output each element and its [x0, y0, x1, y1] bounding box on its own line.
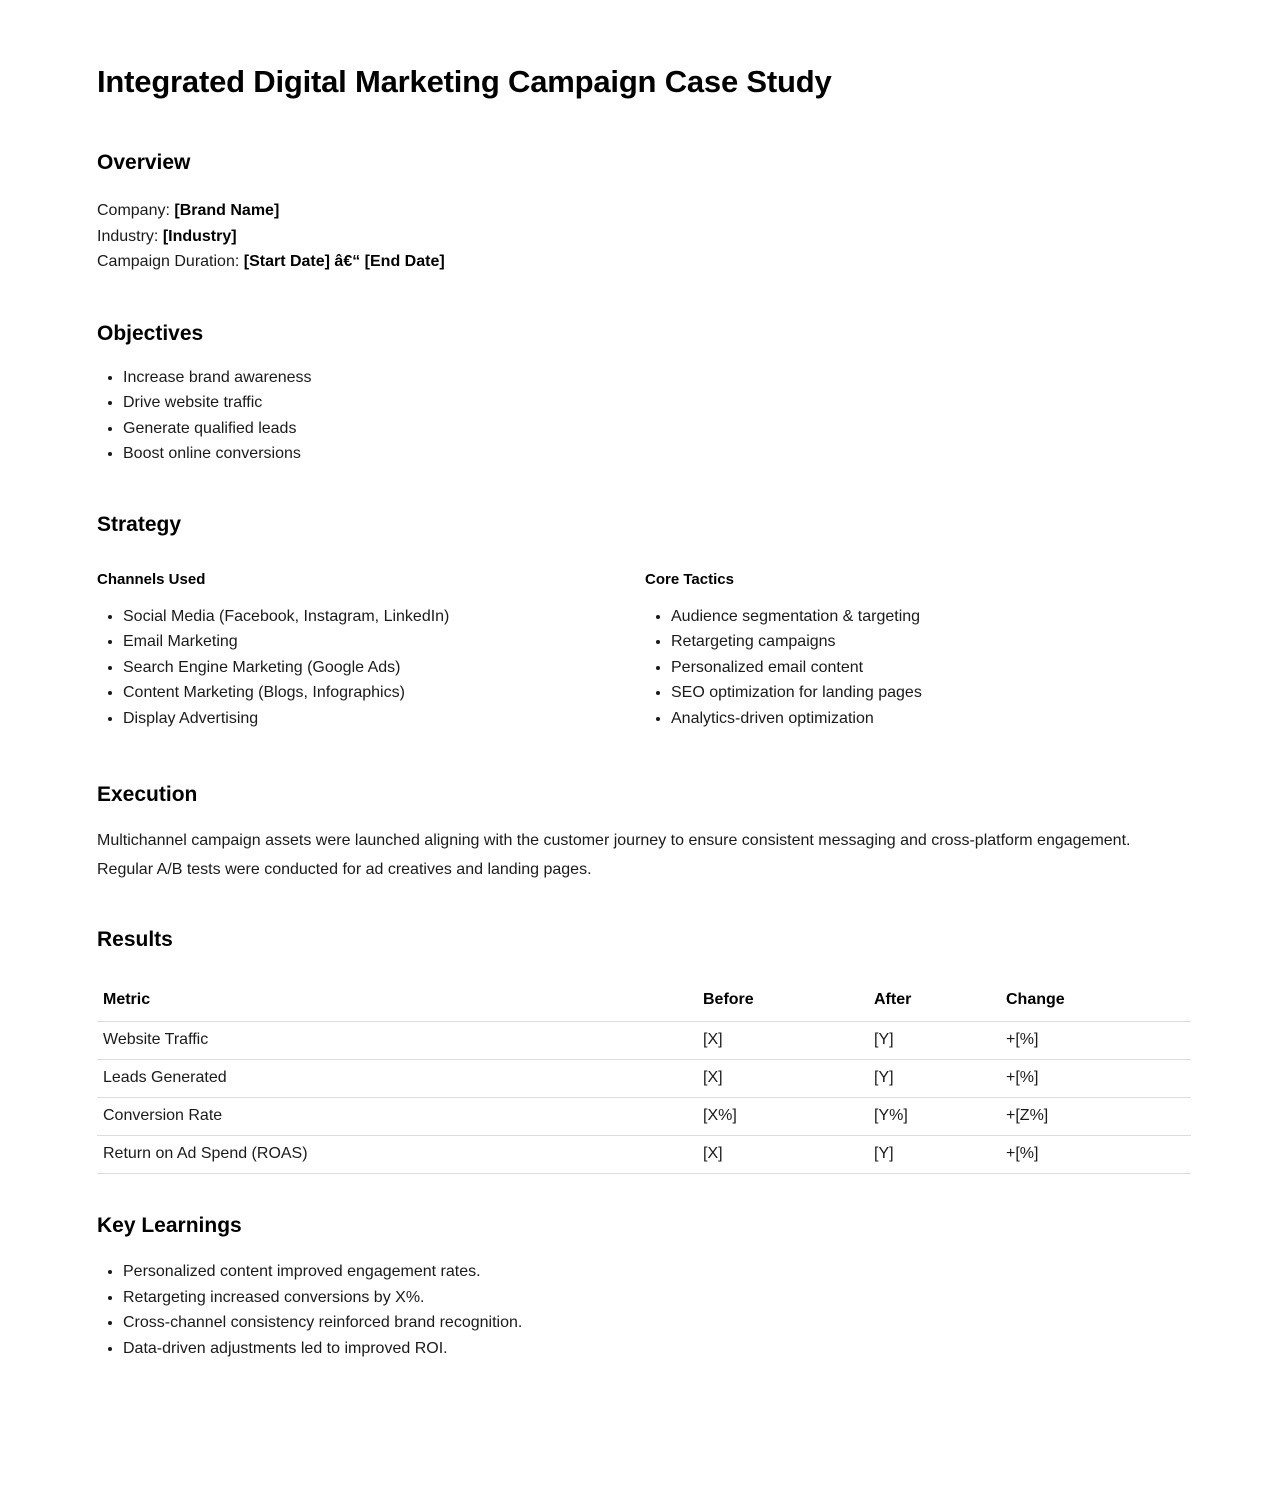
list-item: • Social Media (Facebook, Instagram, LinkedIn) [123, 604, 645, 630]
cell-change: +[%] [1000, 1021, 1191, 1059]
strategy-channels-column [97, 570, 645, 731]
table-header-row [97, 982, 1191, 1022]
list-item: • Audience segmentation & targeting [671, 604, 1167, 630]
section-heading-key-learnings: Key Learnings [97, 1213, 242, 1237]
page-title: Integrated Digital Marketing Campaign Case Study [97, 64, 832, 99]
list-item: • Drive website traffic [123, 390, 1167, 416]
cell-before: [X] [697, 1021, 868, 1059]
list-item: • Cross-channel consistency reinforced brand recognition. [123, 1310, 1167, 1336]
list-item: • Retargeting increased conversions by X%. [123, 1285, 1167, 1311]
spacer [97, 467, 1167, 511]
column-header-metric: Metric [97, 982, 697, 1022]
cell-after: [Y%] [868, 1097, 1000, 1135]
spacer [97, 731, 1167, 781]
column-header-before: Before [697, 982, 868, 1022]
cell-metric: Return on Ad Spend (ROAS) [97, 1135, 697, 1173]
table-head [97, 982, 1191, 1022]
overview-industry-label: Industry: [97, 227, 159, 245]
list-item: • SEO optimization for landing pages [671, 680, 1167, 706]
overview-meta-block [97, 198, 1167, 275]
table-row [97, 1135, 1191, 1173]
cell-metric: Leads Generated [97, 1059, 697, 1097]
list-item: • Generate qualified leads [123, 416, 1167, 442]
overview-company-value: [Brand Name] [174, 202, 280, 220]
cell-metric: Conversion Rate [97, 1097, 697, 1135]
cell-change: +[%] [1000, 1135, 1191, 1173]
list-item: • Analytics-driven optimization [671, 706, 1167, 732]
spacer [97, 1174, 1167, 1212]
overview-duration-value: [Start Date] â€“ [End Date] [243, 253, 445, 271]
list-item: • Retargeting campaigns [671, 629, 1167, 655]
overview-company-line [97, 198, 1167, 224]
tactics-list [645, 604, 1167, 732]
strategy-columns [97, 570, 1167, 731]
cell-change: +[%] [1000, 1059, 1191, 1097]
list-item: • Data-driven adjustments led to improved ROI. [123, 1336, 1167, 1362]
cell-metric: Website Traffic [97, 1021, 697, 1059]
section-heading-overview: Overview [97, 150, 191, 174]
table-body [97, 1021, 1191, 1173]
overview-company-label: Company: [97, 202, 170, 220]
strategy-tactics-column [645, 570, 1167, 731]
column-header-after: After [868, 982, 1000, 1022]
table-row [97, 1059, 1191, 1097]
subheading-core-tactics: Core Tactics [645, 571, 734, 589]
list-item: • Email Marketing [123, 629, 645, 655]
spacer [97, 102, 1167, 149]
list-item: • Content Marketing (Blogs, Infographics) [123, 680, 645, 706]
objectives-list [97, 365, 1167, 467]
overview-industry-line [97, 224, 1167, 250]
subheading-channels-used: Channels Used [97, 571, 206, 589]
cell-after: [Y] [868, 1135, 1000, 1173]
cell-after: [Y] [868, 1021, 1000, 1059]
cell-after: [Y] [868, 1059, 1000, 1097]
channels-list [97, 604, 645, 732]
list-item: • Personalized email content [671, 655, 1167, 681]
overview-industry-value: [Industry] [162, 227, 237, 245]
section-heading-results: Results [97, 928, 173, 952]
list-item: • Increase brand awareness [123, 365, 1167, 391]
spacer [97, 275, 1167, 320]
list-item: • Personalized content improved engagement rates. [123, 1259, 1167, 1285]
list-item: • Search Engine Marketing (Google Ads) [123, 655, 645, 681]
table-row [97, 1021, 1191, 1059]
section-heading-objectives: Objectives [97, 321, 204, 345]
cell-before: [X%] [697, 1097, 868, 1135]
spacer [97, 884, 1167, 926]
cell-before: [X] [697, 1059, 868, 1097]
results-table [97, 982, 1191, 1174]
list-item: • Display Advertising [123, 706, 645, 732]
column-header-change: Change [1000, 982, 1191, 1022]
execution-paragraph: Multichannel campaign assets were launched aligning with the customer journey to ensure consistent messaging and cross-platform engagement. Regular A/B tests were conducted for ad creatives and landing pages. [97, 832, 1131, 879]
key-learnings-list [97, 1259, 1167, 1361]
section-heading-strategy: Strategy [97, 512, 182, 536]
document-content [97, 0, 1167, 1361]
cell-before: [X] [697, 1135, 868, 1173]
cell-change: +[Z%] [1000, 1097, 1191, 1135]
list-item: • Boost online conversions [123, 441, 1167, 467]
table-row [97, 1097, 1191, 1135]
overview-duration-line [97, 249, 1167, 275]
section-heading-execution: Execution [97, 783, 198, 807]
overview-duration-label: Campaign Duration: [97, 253, 240, 271]
